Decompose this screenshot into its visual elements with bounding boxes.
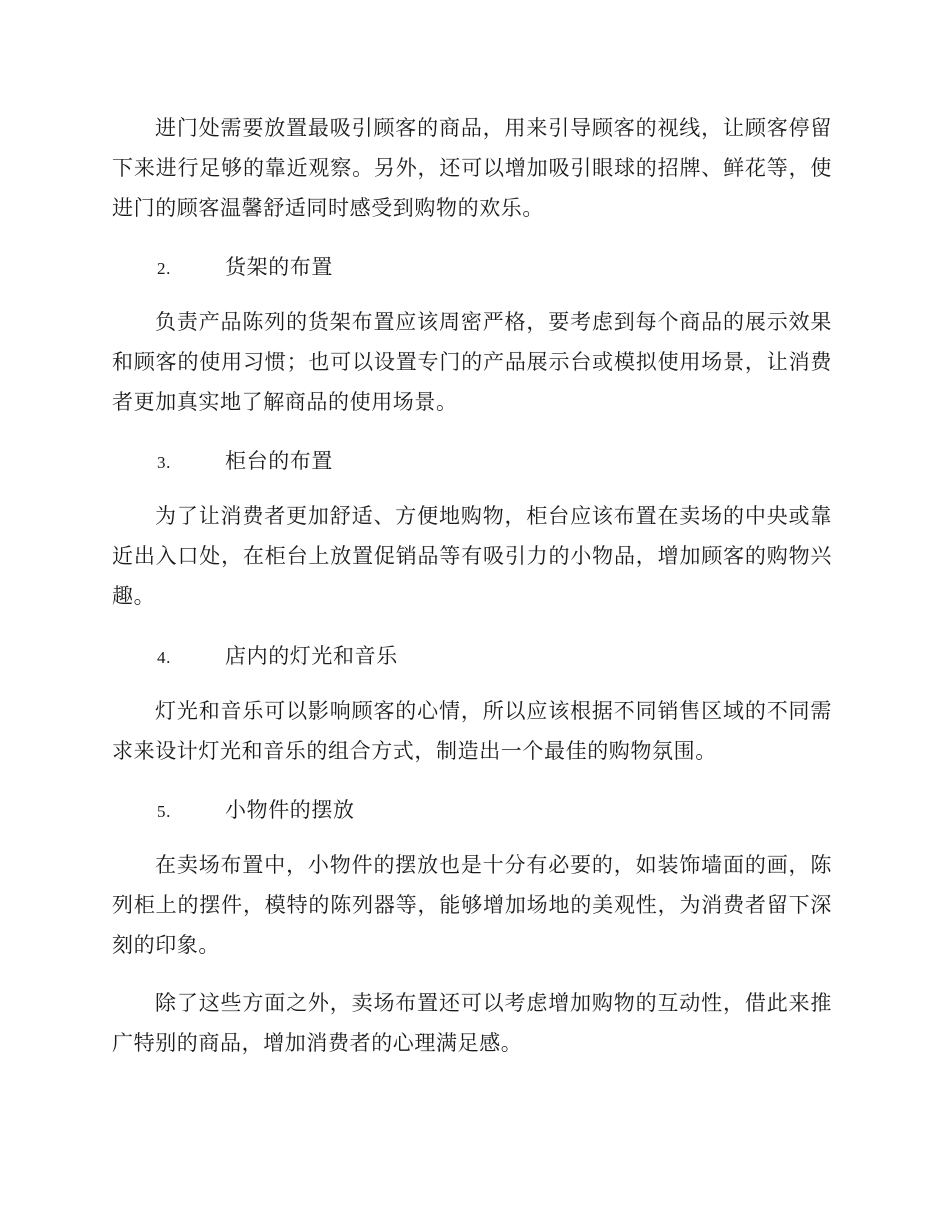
section-heading-5 — [157, 795, 355, 827]
section-number: 5. — [157, 802, 171, 821]
section-title: 货架的布置 — [225, 255, 333, 279]
section-title: 小物件的摆放 — [225, 798, 355, 822]
section-heading-4 — [157, 641, 398, 673]
section-heading-3 — [157, 446, 333, 478]
intro-paragraph: 进门处需要放置最吸引顾客的商品，用来引导顾客的视线，让顾客停留下来进行足够的靠近观察。另外，还可以增加吸引眼球的招牌、鲜花等，使进门的顾客温馨舒适同时感受到购物的欢乐。 — [112, 116, 832, 220]
closing-paragraph: 除了这些方面之外，卖场布置还可以考虑增加购物的互动性，借此来推广特别的商品，增加消费者的心理满足感。 — [112, 991, 832, 1055]
section-body-5: 在卖场布置中，小物件的摆放也是十分有必要的，如装饰墙面的画，陈列柜上的摆件，模特的陈列器等，能够增加场地的美观性，为消费者留下深刻的印象。 — [112, 853, 832, 957]
section-title: 店内的灯光和音乐 — [225, 644, 398, 668]
section-number: 4. — [157, 648, 171, 667]
section-heading-2 — [157, 252, 333, 284]
section-title: 柜台的布置 — [225, 449, 333, 473]
section-body-4: 灯光和音乐可以影响顾客的心情，所以应该根据不同销售区域的不同需求来设计灯光和音乐的组合方式，制造出一个最佳的购物氛围。 — [112, 699, 832, 763]
section-number: 2. — [157, 259, 171, 278]
section-number: 3. — [157, 453, 171, 472]
section-body-2: 负责产品陈列的货架布置应该周密严格，要考虑到每个商品的展示效果和顾客的使用习惯；也可以设置专门的产品展示台或模拟使用场景，让消费者更加真实地了解商品的使用场景。 — [112, 310, 832, 414]
section-body-3: 为了让消费者更加舒适、方便地购物，柜台应该布置在卖场的中央或靠近出入口处，在柜台上放置促销品等有吸引力的小物品，增加顾客的购物兴趣。 — [112, 504, 832, 608]
